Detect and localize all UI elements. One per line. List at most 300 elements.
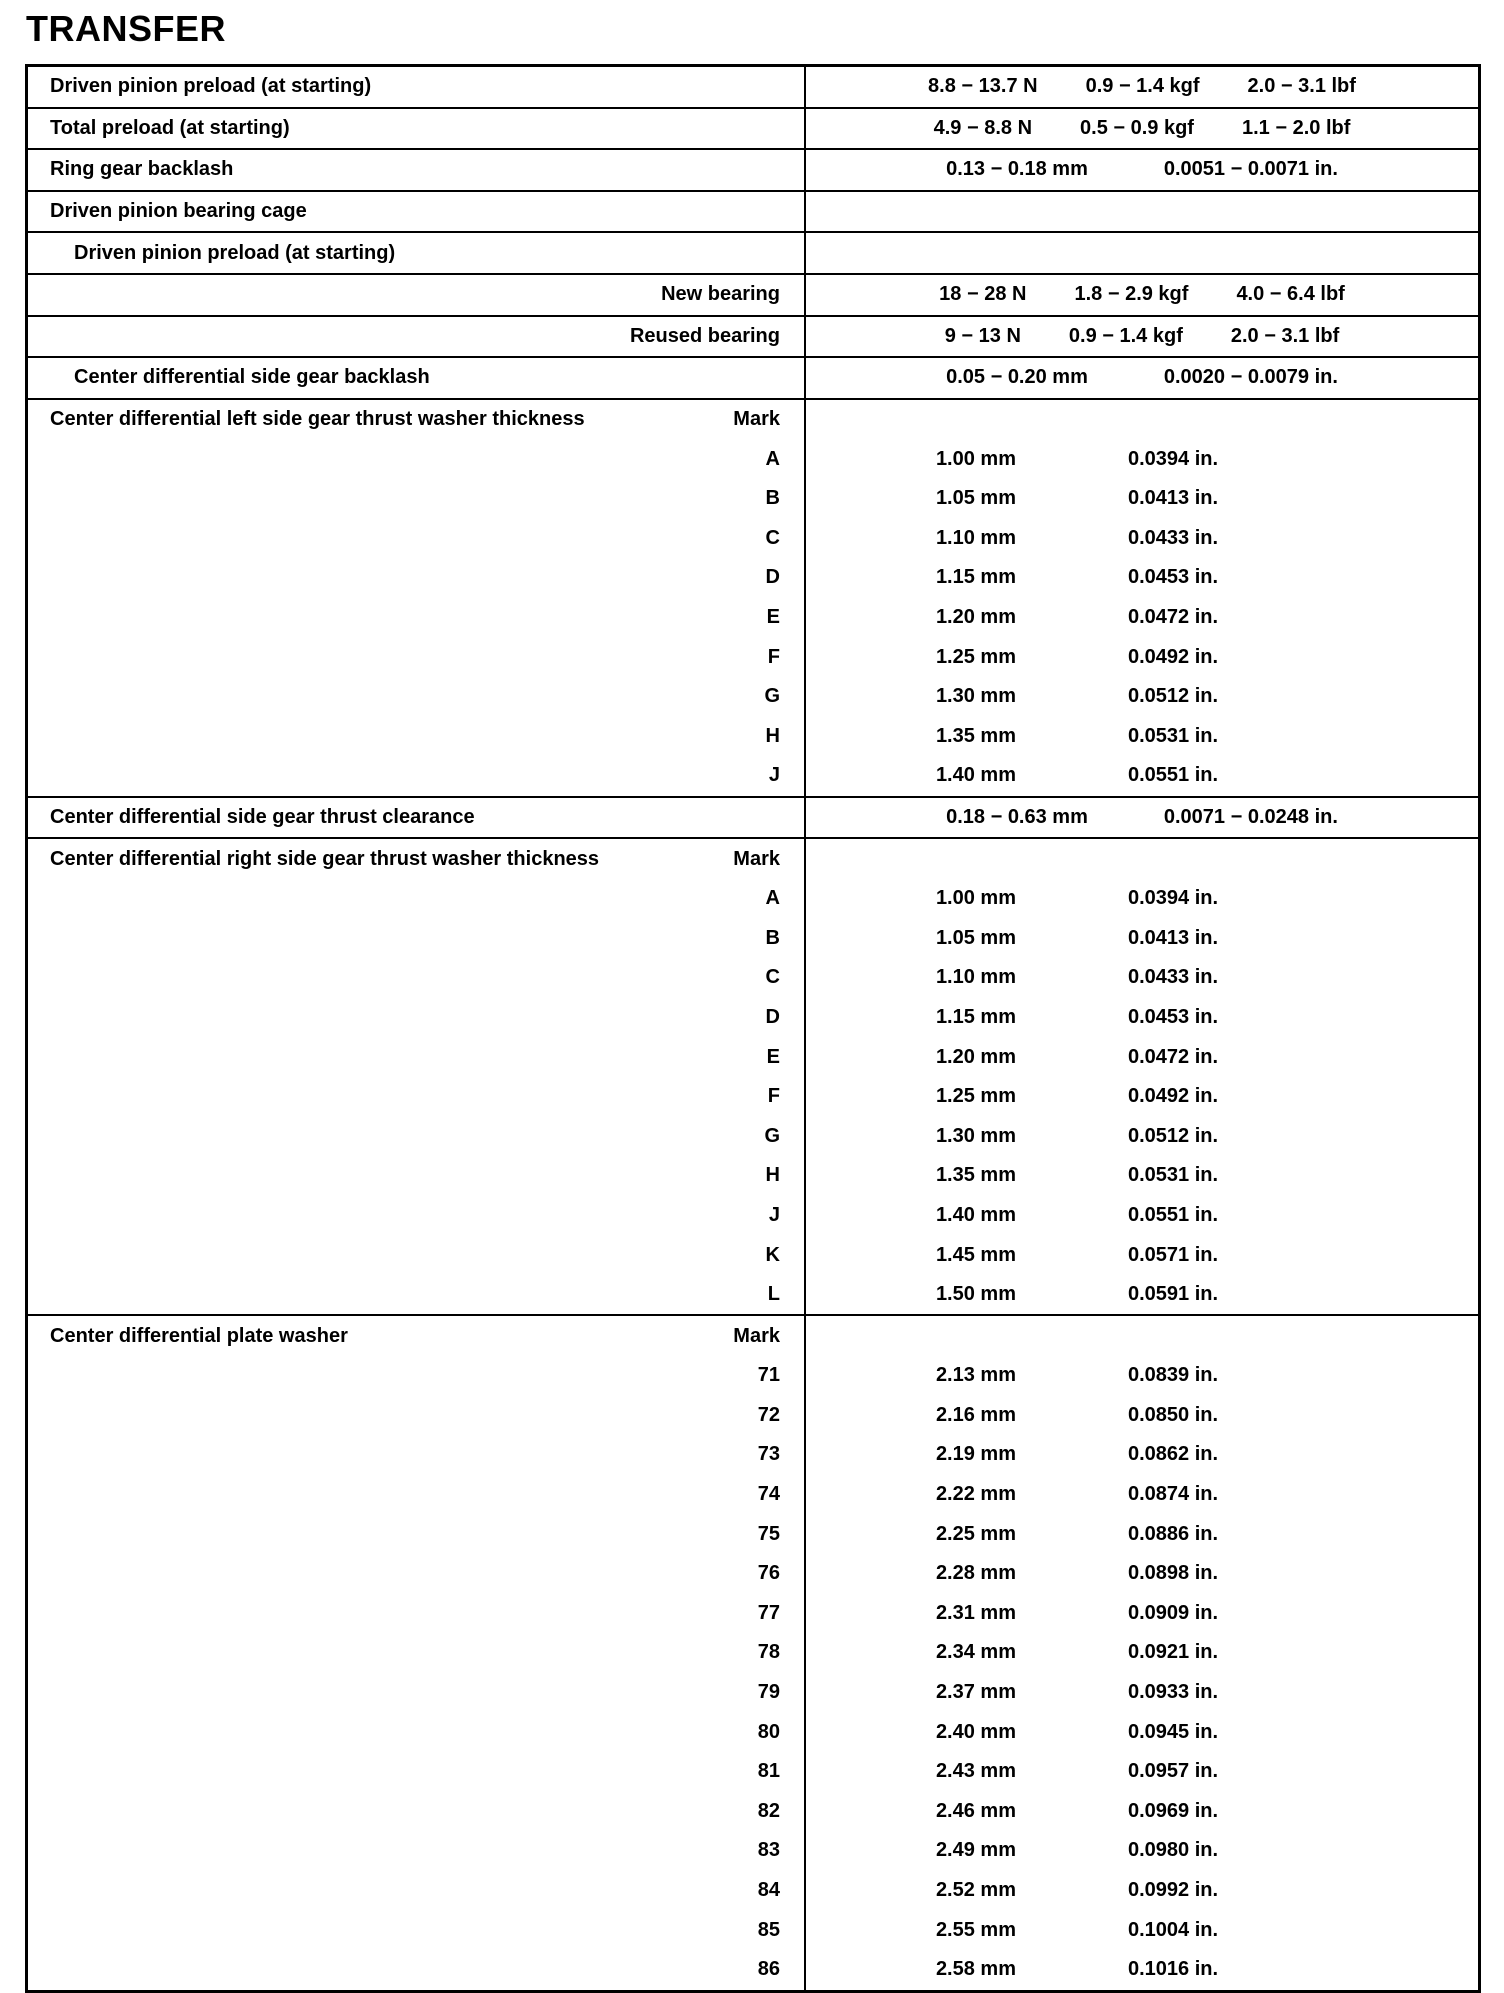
thickness-in: 0.0957 in. <box>1128 1760 1219 1783</box>
thickness-mm: 2.40 mm <box>935 1720 1016 1743</box>
size-values <box>806 566 1478 589</box>
thickness-in: 0.0909 in. <box>1128 1601 1219 1624</box>
table-row <box>27 598 1480 638</box>
spec-label-wrap <box>28 887 804 910</box>
mark-value: 78 <box>757 1641 780 1664</box>
mark-value: E <box>766 1045 780 1068</box>
mark-value: 80 <box>757 1720 780 1743</box>
spec-value-cell <box>805 149 1480 191</box>
spec-label-wrap <box>28 725 804 748</box>
thickness-in: 0.0839 in. <box>1128 1364 1219 1387</box>
spec-label-wrap <box>28 1443 804 1466</box>
spec-label-wrap <box>28 1919 804 1942</box>
thickness-mm: 2.49 mm <box>935 1839 1016 1862</box>
spec-label: Driven pinion bearing cage <box>50 200 307 223</box>
mark-value: F <box>767 1085 780 1108</box>
spec-label-cell <box>27 1752 806 1792</box>
spec-value: 0.5 − 0.9 kgf <box>1080 116 1194 139</box>
thickness-mm: 1.45 mm <box>935 1243 1016 1266</box>
thickness-in: 0.0453 in. <box>1128 1005 1219 1028</box>
spec-value-cell <box>805 918 1480 958</box>
table-row <box>27 879 1480 919</box>
size-values <box>806 1404 1478 1427</box>
spec-value: 0.9 − 1.4 kgf <box>1085 75 1200 98</box>
size-values <box>806 1641 1478 1664</box>
thickness-in: 0.0551 in. <box>1128 1203 1219 1226</box>
table-row <box>27 1275 1480 1316</box>
spec-label-wrap <box>28 1404 804 1427</box>
spec-values <box>806 158 1478 181</box>
thickness-in: 0.0850 in. <box>1128 1403 1219 1426</box>
spec-table-body <box>27 66 1480 1992</box>
size-values <box>806 1839 1478 1862</box>
mark-value: D <box>765 566 780 589</box>
spec-value-cell <box>805 1315 1480 1356</box>
spec-value-cell <box>805 479 1480 519</box>
spec-value: 0.0051 − 0.0071 in. <box>1163 158 1338 181</box>
spec-label-wrap <box>28 566 804 589</box>
thickness-mm: 2.52 mm <box>935 1879 1016 1902</box>
spec-value: 2.0 − 3.1 lbf <box>1230 324 1340 347</box>
spec-label-cell <box>27 479 806 519</box>
spec-value-cell <box>805 1554 1480 1594</box>
table-row <box>27 1396 1480 1436</box>
size-values <box>806 448 1478 471</box>
spec-value: 0.18 − 0.63 mm <box>946 805 1088 828</box>
spec-value-cell <box>805 558 1480 598</box>
thickness-in: 0.0933 in. <box>1128 1681 1219 1704</box>
spec-label-cell <box>27 108 806 150</box>
spec-value-cell <box>805 756 1480 797</box>
spec-value-cell <box>805 399 1480 440</box>
table-row <box>27 637 1480 677</box>
spec-value-cell <box>805 797 1480 839</box>
spec-label-cell <box>27 1077 806 1117</box>
size-values <box>806 1760 1478 1783</box>
spec-value-cell <box>805 108 1480 150</box>
size-values <box>806 1721 1478 1744</box>
spec-label-wrap <box>28 1879 804 1902</box>
spec-value-cell <box>805 677 1480 717</box>
table-row <box>27 1315 1480 1356</box>
spec-label-cell <box>27 191 806 233</box>
mark-value: 75 <box>757 1522 780 1545</box>
table-row <box>27 1116 1480 1156</box>
size-values <box>806 966 1478 989</box>
thickness-in: 0.0898 in. <box>1128 1562 1219 1585</box>
spec-value-cell <box>805 519 1480 559</box>
size-values <box>806 1879 1478 1902</box>
mark-value: B <box>765 487 780 510</box>
spec-label-cell <box>27 797 806 839</box>
table-row <box>27 1871 1480 1911</box>
spec-value-cell <box>805 1116 1480 1156</box>
table-row <box>27 1594 1480 1634</box>
thickness-mm: 1.35 mm <box>935 1164 1016 1187</box>
spec-label-wrap <box>28 1244 804 1267</box>
thickness-in: 0.0512 in. <box>1128 1124 1219 1147</box>
spec-label-cell <box>27 274 806 316</box>
spec-label-wrap <box>28 1483 804 1506</box>
spec-value-cell <box>805 1871 1480 1911</box>
thickness-in: 0.0862 in. <box>1128 1443 1219 1466</box>
table-row <box>27 1792 1480 1832</box>
spec-value-cell <box>805 879 1480 919</box>
spec-label-wrap <box>28 685 804 708</box>
spec-value: 1.8 − 2.9 kgf <box>1074 283 1189 306</box>
spec-value-cell <box>805 232 1480 274</box>
spec-label-cell <box>27 1633 806 1673</box>
size-values <box>806 887 1478 910</box>
spec-label-cell <box>27 1594 806 1634</box>
table-row <box>27 232 1480 274</box>
spec-label-wrap <box>28 764 804 787</box>
table-row <box>27 149 1480 191</box>
spec-label-cell <box>27 1950 806 1991</box>
mark-value: 74 <box>757 1483 780 1506</box>
table-row <box>27 717 1480 757</box>
thickness-in: 0.0571 in. <box>1128 1243 1219 1266</box>
thickness-mm: 1.40 mm <box>935 764 1016 787</box>
table-row <box>27 439 1480 479</box>
spec-value-cell <box>805 1792 1480 1832</box>
table-row <box>27 797 1480 839</box>
mark-value: A <box>765 447 780 470</box>
table-row <box>27 1475 1480 1515</box>
size-values <box>806 1958 1478 1981</box>
spec-value-cell <box>805 1396 1480 1436</box>
spec-label-wrap <box>28 487 804 510</box>
table-row <box>27 998 1480 1038</box>
spec-label-cell <box>27 756 806 797</box>
spec-values <box>806 283 1478 306</box>
spec-value-cell <box>805 958 1480 998</box>
spec-label-wrap <box>28 1125 804 1148</box>
table-row <box>27 1356 1480 1396</box>
spec-value-cell <box>805 191 1480 233</box>
spec-value-cell <box>805 1037 1480 1077</box>
spec-label-cell <box>27 998 806 1038</box>
spec-values <box>806 366 1478 389</box>
spec-label-wrap <box>28 646 804 669</box>
size-values <box>806 725 1478 748</box>
thickness-mm: 2.31 mm <box>935 1601 1016 1624</box>
spec-label-wrap <box>28 448 804 471</box>
spec-value-cell <box>805 1633 1480 1673</box>
thickness-in: 0.0492 in. <box>1128 645 1219 668</box>
spec-label-cell <box>27 1037 806 1077</box>
table-row <box>27 399 1480 440</box>
spec-label-cell <box>27 598 806 638</box>
mark-value: H <box>765 1164 780 1187</box>
thickness-mm: 1.20 mm <box>935 606 1016 629</box>
size-values <box>806 1204 1478 1227</box>
table-row <box>27 677 1480 717</box>
spec-label-cell <box>27 399 806 440</box>
size-values <box>806 1164 1478 1187</box>
thickness-mm: 1.30 mm <box>935 1124 1016 1147</box>
thickness-in: 0.0453 in. <box>1128 566 1219 589</box>
size-values <box>806 1443 1478 1466</box>
spec-label: Center differential side gear thrust clearance <box>50 805 475 828</box>
size-values <box>806 606 1478 629</box>
thickness-mm: 2.25 mm <box>935 1522 1016 1545</box>
spec-label-cell <box>27 1712 806 1752</box>
spec-label-wrap <box>28 1325 804 1348</box>
thickness-mm: 1.40 mm <box>935 1203 1016 1226</box>
spec-label-wrap <box>28 1164 804 1187</box>
mark-value: Mark <box>733 847 780 870</box>
spec-value-cell <box>805 1077 1480 1117</box>
spec-label: Driven pinion preload (at starting) <box>50 75 372 98</box>
thickness-in: 0.0413 in. <box>1128 487 1219 510</box>
spec-label-wrap <box>28 1760 804 1783</box>
table-row <box>27 1712 1480 1752</box>
spec-label-cell <box>27 1235 806 1275</box>
spec-value-cell <box>805 274 1480 316</box>
spec-value: 4.0 − 6.4 lbf <box>1236 283 1345 306</box>
table-row <box>27 918 1480 958</box>
table-row <box>27 838 1480 879</box>
spec-value-cell <box>805 439 1480 479</box>
mark-value: 76 <box>757 1562 780 1585</box>
size-values <box>806 1244 1478 1267</box>
table-row <box>27 1673 1480 1713</box>
table-row <box>27 958 1480 998</box>
table-row <box>27 66 1480 108</box>
spec-value: 1.1 − 2.0 lbf <box>1241 116 1351 139</box>
spec-label-cell <box>27 1396 806 1436</box>
spec-label-cell <box>27 1196 806 1236</box>
spec-label-cell <box>27 838 806 879</box>
spec-label-wrap <box>28 806 804 829</box>
spec-label-wrap <box>28 242 804 265</box>
size-values <box>806 1602 1478 1625</box>
spec-label-cell <box>27 1435 806 1475</box>
spec-value-cell <box>805 1910 1480 1950</box>
spec-value: 9 − 13 N <box>944 324 1021 347</box>
size-values <box>806 1046 1478 1069</box>
thickness-mm: 2.58 mm <box>935 1958 1016 1981</box>
thickness-in: 0.0551 in. <box>1128 764 1219 787</box>
thickness-in: 0.0531 in. <box>1128 1164 1219 1187</box>
spec-label-cell <box>27 357 806 399</box>
spec-value: 0.0071 − 0.0248 in. <box>1163 805 1338 828</box>
spec-label-wrap <box>28 325 804 348</box>
spec-value: 0.05 − 0.20 mm <box>946 366 1088 389</box>
table-row <box>27 519 1480 559</box>
spec-values <box>806 806 1478 829</box>
table-row <box>27 1435 1480 1475</box>
spec-label-wrap <box>28 283 804 306</box>
spec-label-cell <box>27 1156 806 1196</box>
spec-label-wrap <box>28 366 804 389</box>
spec-value-cell <box>805 1196 1480 1236</box>
mark-value: F <box>767 645 780 668</box>
thickness-in: 0.0980 in. <box>1128 1839 1219 1862</box>
thickness-mm: 1.35 mm <box>935 724 1016 747</box>
spec-label-cell <box>27 519 806 559</box>
spec-label-wrap <box>28 1085 804 1108</box>
table-row <box>27 1950 1480 1991</box>
mark-value: 71 <box>757 1364 780 1387</box>
size-values <box>806 764 1478 787</box>
spec-label-wrap <box>28 1364 804 1387</box>
spec-label-wrap <box>28 75 804 98</box>
spec-label-wrap <box>28 1839 804 1862</box>
spec-label-cell <box>27 66 806 108</box>
size-values <box>806 1483 1478 1506</box>
thickness-mm: 2.37 mm <box>935 1681 1016 1704</box>
spec-value-cell <box>805 357 1480 399</box>
spec-label-cell <box>27 558 806 598</box>
spec-value-cell <box>805 998 1480 1038</box>
spec-label-cell <box>27 677 806 717</box>
thickness-mm: 1.05 mm <box>935 926 1016 949</box>
thickness-in: 0.0921 in. <box>1128 1641 1219 1664</box>
mark-value: J <box>768 1203 780 1226</box>
thickness-mm: 1.10 mm <box>935 966 1016 989</box>
mark-value: K <box>765 1243 780 1266</box>
mark-value: E <box>766 606 780 629</box>
table-row <box>27 1752 1480 1792</box>
spec-label-wrap <box>28 1523 804 1546</box>
spec-label-cell <box>27 1673 806 1713</box>
spec-label: Center differential plate washer <box>50 1324 348 1347</box>
spec-value-cell <box>805 66 1480 108</box>
spec-label-cell <box>27 1315 806 1356</box>
size-values <box>806 1125 1478 1148</box>
table-row <box>27 108 1480 150</box>
spec-value-cell <box>805 1475 1480 1515</box>
spec-label-cell <box>27 1831 806 1871</box>
mark-value: A <box>765 887 780 910</box>
spec-label-wrap <box>28 527 804 550</box>
spec-label: New bearing <box>661 283 780 306</box>
thickness-mm: 1.20 mm <box>935 1045 1016 1068</box>
size-values <box>806 1919 1478 1942</box>
thickness-mm: 1.15 mm <box>935 1005 1016 1028</box>
thickness-mm: 1.05 mm <box>935 487 1016 510</box>
spec-label-cell <box>27 1514 806 1554</box>
spec-label-wrap <box>28 1283 804 1306</box>
table-row <box>27 1554 1480 1594</box>
transfer-spec-table <box>25 64 1481 1993</box>
spec-label-cell <box>27 149 806 191</box>
spec-label-wrap <box>28 927 804 950</box>
mark-value: 83 <box>757 1839 780 1862</box>
thickness-in: 0.0433 in. <box>1128 966 1219 989</box>
mark-value: G <box>764 685 780 708</box>
thickness-mm: 1.10 mm <box>935 526 1016 549</box>
spec-values <box>806 117 1478 140</box>
table-row <box>27 316 1480 358</box>
spec-value-cell <box>805 1356 1480 1396</box>
spec-label: Center differential left side gear thrust washer thickness <box>50 408 585 431</box>
mark-value: 86 <box>757 1958 780 1981</box>
table-row <box>27 1514 1480 1554</box>
thickness-in: 0.0969 in. <box>1128 1799 1219 1822</box>
thickness-in: 0.0531 in. <box>1128 724 1219 747</box>
size-values <box>806 527 1478 550</box>
thickness-mm: 1.30 mm <box>935 685 1016 708</box>
spec-label-wrap <box>28 1958 804 1981</box>
mark-value: 77 <box>757 1601 780 1624</box>
table-row <box>27 1196 1480 1236</box>
mark-value: J <box>768 764 780 787</box>
table-row <box>27 1633 1480 1673</box>
spec-value-cell <box>805 1950 1480 1991</box>
mark-value: Mark <box>733 1324 780 1347</box>
spec-label-wrap <box>28 848 804 871</box>
spec-values <box>806 75 1478 98</box>
spec-label: Driven pinion preload (at starting) <box>74 241 396 264</box>
mark-value: 85 <box>757 1918 780 1941</box>
spec-label-cell <box>27 1275 806 1316</box>
spec-value-cell <box>805 637 1480 677</box>
mark-value: 79 <box>757 1681 780 1704</box>
size-values <box>806 927 1478 950</box>
spec-label-cell <box>27 717 806 757</box>
size-values <box>806 1681 1478 1704</box>
spec-label-wrap <box>28 158 804 181</box>
thickness-mm: 1.15 mm <box>935 566 1016 589</box>
spec-value: 0.0020 − 0.0079 in. <box>1163 366 1338 389</box>
table-row <box>27 1037 1480 1077</box>
size-values <box>806 1562 1478 1585</box>
table-row <box>27 479 1480 519</box>
spec-label-wrap <box>28 1800 804 1823</box>
spec-label-cell <box>27 637 806 677</box>
mark-value: 73 <box>757 1443 780 1466</box>
spec-value: 2.0 − 3.1 lbf <box>1247 75 1356 98</box>
mark-value: D <box>765 1005 780 1028</box>
spec-label-wrap <box>28 1204 804 1227</box>
spec-label-wrap <box>28 1602 804 1625</box>
size-values <box>806 1283 1478 1306</box>
spec-value: 0.13 − 0.18 mm <box>946 158 1088 181</box>
thickness-mm: 2.28 mm <box>935 1562 1016 1585</box>
table-row <box>27 1077 1480 1117</box>
table-row <box>27 274 1480 316</box>
spec-label-wrap <box>28 1721 804 1744</box>
spec-label-cell <box>27 958 806 998</box>
table-row <box>27 756 1480 797</box>
size-values <box>806 1364 1478 1387</box>
mark-value: L <box>767 1283 780 1306</box>
spec-value: 0.9 − 1.4 kgf <box>1068 324 1183 347</box>
thickness-in: 0.0472 in. <box>1128 1045 1219 1068</box>
spec-value-cell <box>805 598 1480 638</box>
thickness-mm: 1.50 mm <box>935 1283 1016 1306</box>
thickness-in: 0.1004 in. <box>1128 1918 1219 1941</box>
thickness-mm: 2.16 mm <box>935 1403 1016 1426</box>
mark-value: 82 <box>757 1799 780 1822</box>
spec-label-wrap <box>28 117 804 140</box>
thickness-mm: 1.25 mm <box>935 645 1016 668</box>
size-values <box>806 1085 1478 1108</box>
table-row <box>27 357 1480 399</box>
mark-value: C <box>765 966 780 989</box>
spec-label-cell <box>27 1792 806 1832</box>
thickness-in: 0.0413 in. <box>1128 926 1219 949</box>
spec-label-wrap <box>28 200 804 223</box>
spec-label-cell <box>27 232 806 274</box>
spec-value: 4.9 − 8.8 N <box>933 116 1033 139</box>
spec-label: Total preload (at starting) <box>50 116 290 139</box>
spec-label-wrap <box>28 1681 804 1704</box>
spec-label-wrap <box>28 1006 804 1029</box>
